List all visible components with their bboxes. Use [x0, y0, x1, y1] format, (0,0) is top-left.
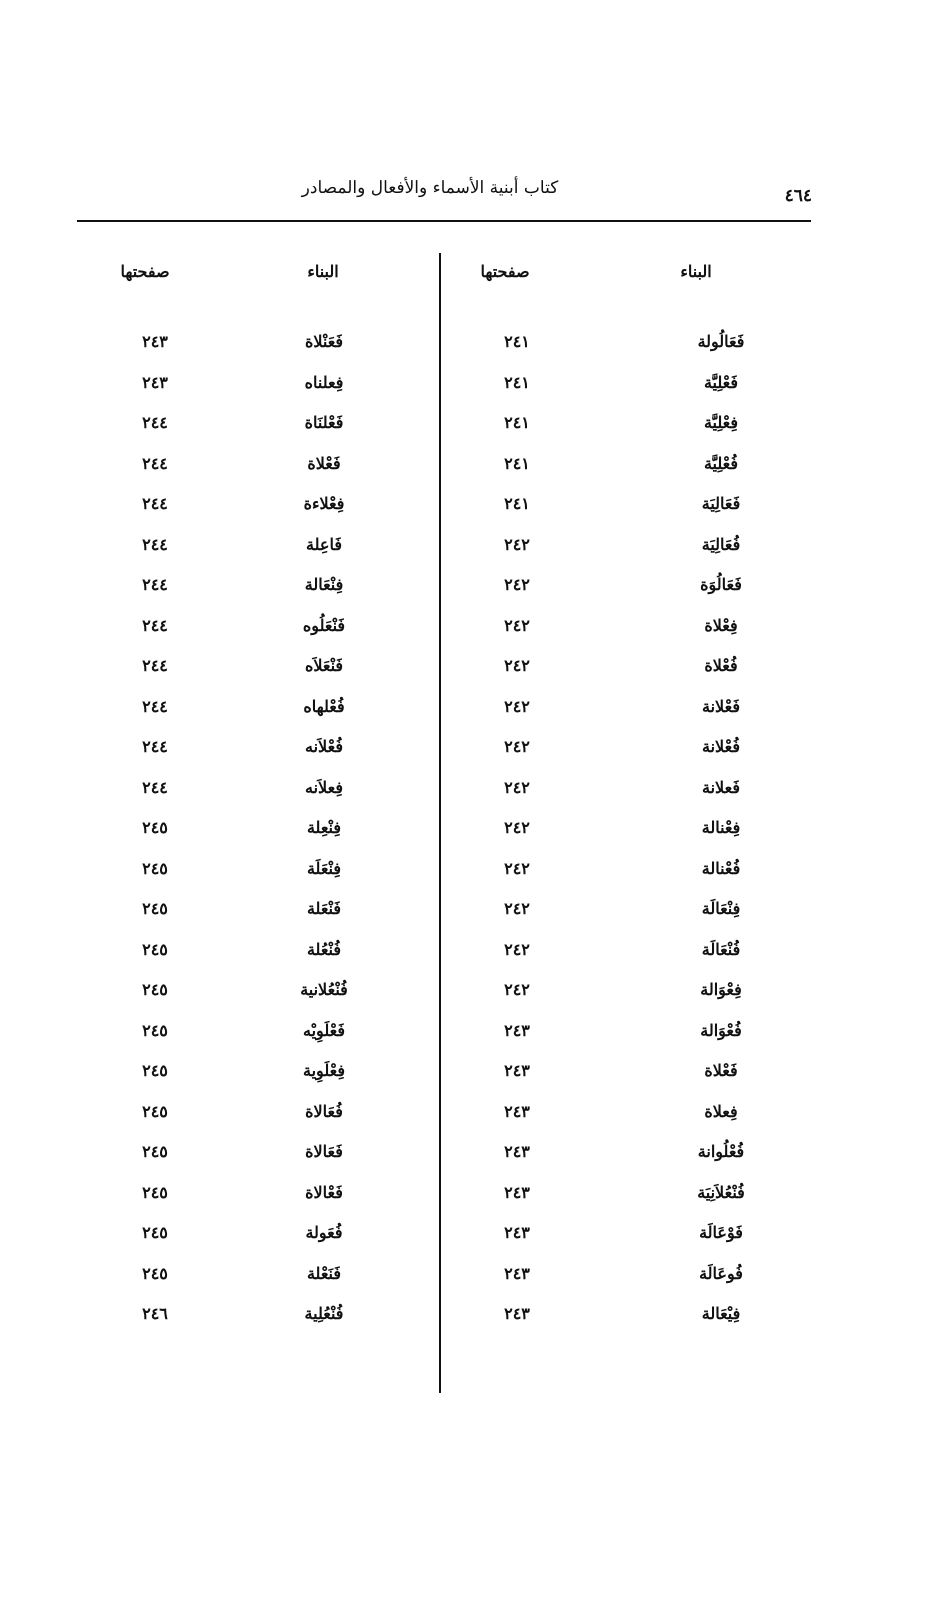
left-word: فُعَولة [305, 1223, 343, 1242]
right-word: فُعْلِيَّة [703, 453, 739, 473]
right-word: فَعَالُوَة [700, 575, 742, 594]
table-row [0, 978, 944, 1018]
right-page: ٢٤٣ [504, 1142, 530, 1161]
left-page: ٢٤٥ [142, 858, 168, 878]
left-page: ٢٤٥ [142, 899, 168, 918]
table-row [0, 1181, 944, 1221]
right-page: ٢٤٣ [504, 1020, 530, 1040]
left-word: فِعْلَوِية [303, 1061, 345, 1080]
right-page: ٢٤٢ [504, 777, 530, 797]
left-word: فَنْعَلُوه [302, 615, 346, 635]
table-row [0, 573, 944, 613]
right-word: فَعَالِيَة [701, 494, 741, 513]
table-row [0, 857, 944, 897]
table-row [0, 614, 944, 654]
running-title: كتاب أبنية الأسماء والأفعال والمصادر [301, 178, 559, 198]
left-word: فِعلناه [304, 372, 344, 392]
table-row [0, 1302, 944, 1342]
right-word: فِعْوَالة [700, 980, 742, 999]
right-page: ٢٤٢ [504, 737, 530, 756]
right-word: فُعْلاة [704, 656, 738, 675]
right-page: ٢٤١ [504, 332, 530, 351]
left-page: ٢٤٤ [142, 453, 168, 473]
right-word: فُعْلانة [702, 737, 740, 756]
right-page: ٢٤٢ [504, 534, 530, 554]
right-page: ٢٤٢ [504, 980, 530, 999]
right-word: فُعْلُوانة [697, 1142, 745, 1161]
table-row [0, 1140, 944, 1180]
table-row [0, 492, 944, 532]
left-page: ٢٤٣ [142, 332, 168, 351]
right-word: فُوعَالَة [699, 1263, 743, 1283]
table-row [0, 1019, 944, 1059]
table-row [0, 411, 944, 451]
right-page-header: صفحتها [480, 262, 530, 281]
left-word-header: البناء [307, 262, 339, 281]
right-word: فَعْلاة [704, 1061, 738, 1080]
right-page: ٢٤٣ [504, 1182, 530, 1202]
left-word: فِنْعِلة [306, 818, 342, 837]
left-word: فَنَعْلة [306, 1263, 342, 1283]
left-page: ٢٤٤ [142, 494, 168, 513]
right-word: فَعْلِيَّة [703, 372, 739, 392]
left-page: ٢٤٥ [142, 1263, 168, 1283]
left-word: فُنْعُلانية [300, 980, 348, 999]
left-word: فِنْعَالة [304, 575, 344, 594]
left-page: ٢٤٥ [142, 1020, 168, 1040]
right-word: فَعلانة [702, 777, 740, 797]
left-page: ٢٤٤ [142, 656, 168, 675]
left-page: ٢٤٥ [142, 1061, 168, 1080]
left-page: ٢٤٥ [142, 939, 168, 959]
left-word: فَاعِلة [306, 534, 342, 554]
left-page: ٢٤٦ [142, 1304, 168, 1323]
table-row [0, 816, 944, 856]
right-word: فُنْعُلاَنِيَة [697, 1182, 745, 1202]
left-word: فَنْعَلة [306, 899, 342, 918]
table-row [0, 330, 944, 370]
left-page: ٢٤٥ [142, 1182, 168, 1202]
right-word: فِيْعَالة [701, 1304, 741, 1323]
table-row [0, 1262, 944, 1302]
right-word: فُعْوَالة [700, 1020, 742, 1040]
table-row [0, 1059, 944, 1099]
left-word: فَنْعَلاَه [304, 656, 344, 675]
right-word: فِنْعَالَة [701, 899, 741, 918]
right-page: ٢٤٢ [504, 939, 530, 959]
left-word: فَعَنْلاة [304, 332, 344, 351]
right-word: فُعْنالة [701, 858, 741, 878]
table-row [0, 897, 944, 937]
right-page: ٢٤٣ [504, 1101, 530, 1121]
right-word: فَعْلانة [702, 696, 740, 716]
left-word: فِعلاَنه [305, 777, 343, 797]
right-word: فِعْلاة [704, 615, 738, 635]
right-page: ٢٤٢ [504, 575, 530, 594]
right-word: فِعلاة [704, 1101, 738, 1121]
right-page: ٢٤٣ [504, 1263, 530, 1283]
right-page: ٢٤٢ [504, 899, 530, 918]
header-rule [77, 220, 811, 222]
right-page: ٢٤٣ [504, 1304, 530, 1323]
right-page: ٢٤٢ [504, 615, 530, 635]
left-page-header: صفحتها [120, 262, 170, 281]
left-word: فُعْلهاه [303, 696, 345, 716]
right-word: فَعَالُولة [697, 332, 745, 351]
right-page: ٢٤٢ [504, 696, 530, 716]
right-page: ٢٤٢ [504, 858, 530, 878]
right-page: ٢٤١ [504, 413, 530, 432]
right-page: ٢٤٣ [504, 1223, 530, 1242]
right-page: ٢٤١ [504, 453, 530, 473]
left-page: ٢٤٥ [142, 1223, 168, 1242]
table-row [0, 938, 944, 978]
right-page: ٢٤١ [504, 372, 530, 392]
table-row [0, 533, 944, 573]
left-page: ٢٤٤ [142, 413, 168, 432]
table-row [0, 371, 944, 411]
page-number: ٤٦٤ [784, 186, 812, 206]
left-word: فِعْلاءة [303, 494, 345, 513]
left-page: ٢٤٤ [142, 737, 168, 756]
left-word: فَعْالاة [305, 1182, 343, 1202]
left-page: ٢٤٥ [142, 1142, 168, 1161]
table-row [0, 1100, 944, 1140]
table-row [0, 776, 944, 816]
right-word: فِعْنالة [701, 818, 741, 837]
left-page: ٢٤٥ [142, 980, 168, 999]
left-word: فُعَالاة [305, 1101, 343, 1121]
left-page: ٢٤٤ [142, 534, 168, 554]
left-word: فُعْلاَنه [305, 737, 343, 756]
right-page: ٢٤٣ [504, 1061, 530, 1080]
left-word: فِنْعَلَة [306, 858, 342, 878]
left-word: فُنْعُلِية [304, 1304, 344, 1323]
left-word: فَعَالاة [305, 1142, 343, 1161]
right-word-header: البناء [680, 262, 712, 281]
left-page: ٢٤٤ [142, 575, 168, 594]
right-word: فُعَالِيَة [701, 534, 741, 554]
right-word: فُنْعَالَة [701, 939, 741, 959]
right-word: فِعْلِيَّة [703, 413, 739, 432]
left-page: ٢٤٥ [142, 1101, 168, 1121]
right-word: فَوْعَالَة [699, 1223, 743, 1242]
table-row [0, 735, 944, 775]
left-page: ٢٤٤ [142, 615, 168, 635]
table-row [0, 654, 944, 694]
left-page: ٢٤٤ [142, 777, 168, 797]
left-page: ٢٤٤ [142, 696, 168, 716]
left-word: فُنْعُلة [306, 939, 342, 959]
table-row [0, 1221, 944, 1261]
right-page: ٢٤١ [504, 494, 530, 513]
right-page: ٢٤٢ [504, 656, 530, 675]
left-word: فَعْلَوِيْه [303, 1020, 345, 1040]
right-page: ٢٤٢ [504, 818, 530, 837]
left-word: فَعْلاة [307, 453, 341, 473]
left-page: ٢٤٣ [142, 372, 168, 392]
table-row [0, 452, 944, 492]
left-page: ٢٤٥ [142, 818, 168, 837]
table-row [0, 695, 944, 735]
left-word: فَعْلنَاة [304, 413, 344, 432]
